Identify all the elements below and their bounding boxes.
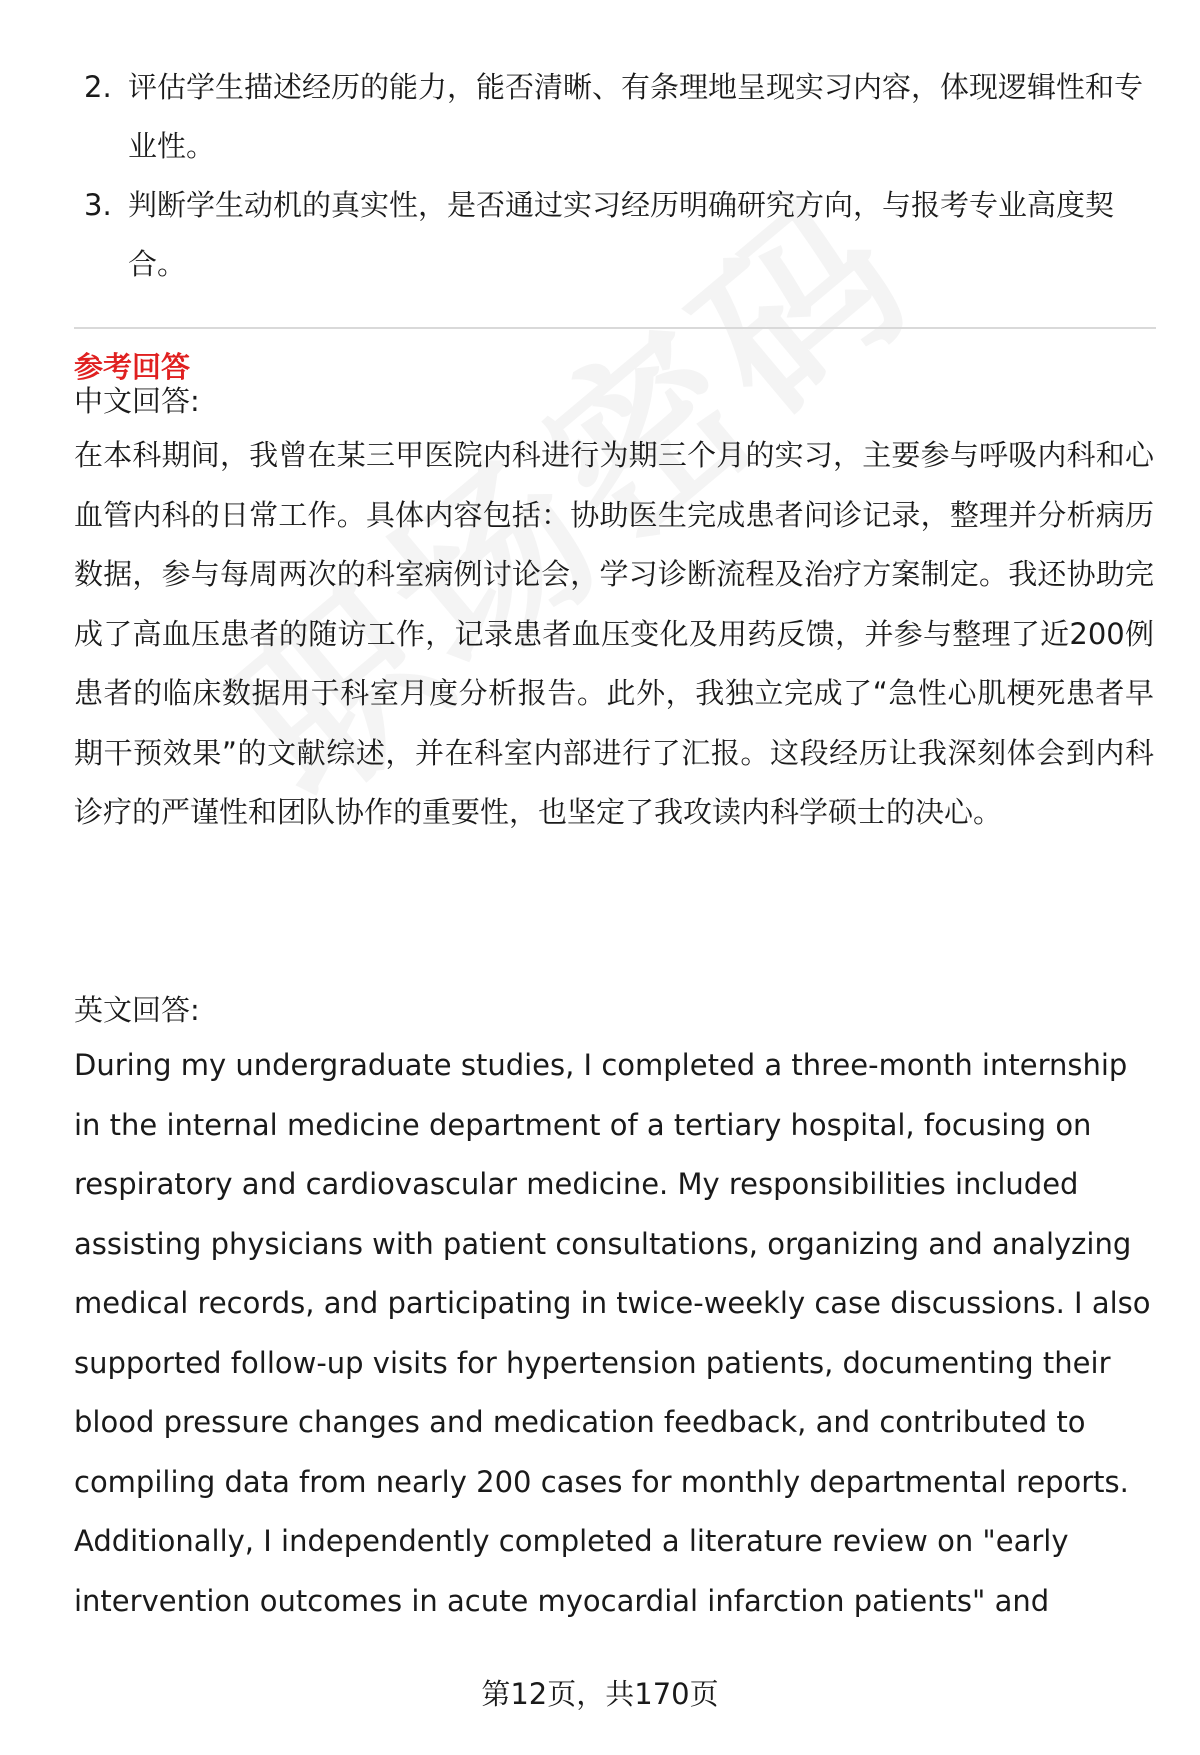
list-item-text: 评估学生描述经历的能力，能否清晰、有条理地呈现实习内容，体现逻辑性和专业性。: [128, 70, 1144, 163]
list-item: [74, 58, 1154, 176]
chinese-answer-label: 中文回答:: [74, 384, 200, 418]
evaluation-list: [74, 58, 1154, 294]
english-answer-label: 英文回答:: [74, 993, 200, 1027]
english-answer-text: During my undergraduate studies, I completed a three-month internship in the internal medicine department of a tertiary hospital, focusing on respiratory and cardiovascular medicine. My responsibilities included assisting physicians with patient consultations, organizing and analyzing medical records, and participating in twice-weekly case discussions. I also supported follow-up visits for hypertension patients, documenting their blood pressure changes and medication feedback, and contributed to compiling data from nearly 200 cases for monthly departmental reports. Additionally, I independently completed a literature review on "early intervention outcomes in acute myocardial infarction patients" and: [74, 1048, 1151, 1618]
list-item-number: 2.: [84, 70, 112, 104]
page-number: 第12页，共170页: [481, 1677, 719, 1711]
list-item: [74, 176, 1154, 294]
list-item-text: 判断学生动机的真实性，是否通过实习经历明确研究方向，与报考专业高度契合。: [128, 188, 1115, 281]
chinese-answer-text: 在本科期间，我曾在某三甲医院内科进行为期三个月的实习，主要参与呼吸内科和心血管内科的日常工作。具体内容包括：协助医生完成患者问诊记录，整理并分析病历数据，参与每周两次的科室病例讨论会，学习诊断流程及治疗方案制定。我还协助完成了高血压患者的随访工作，记录患者血压变化及用药反馈，并参与整理了近200例患者的临床数据用于科室月度分析报告。此外，我独立完成了“急性心肌梗死患者早期干预效果”的文献综述，并在科室内部进行了汇报。这段经历让我深刻体会到内科诊疗的严谨性和团队协作的重要性，也坚定了我攻读内科学硕士的决心。: [74, 438, 1154, 829]
reference-answer-heading: 参考回答: [74, 350, 191, 384]
list-item-number: 3.: [84, 188, 112, 222]
section-divider: [74, 327, 1156, 329]
